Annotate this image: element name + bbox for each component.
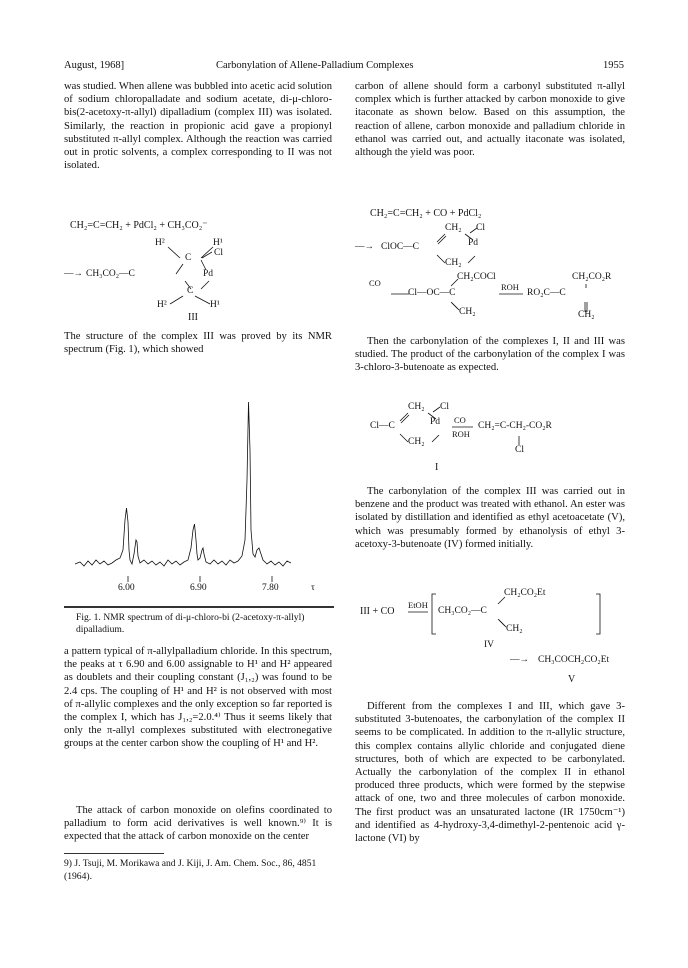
left-paragraph-4: The attack of carbon monoxide on olefins coordinated to palladium to form acid derivatives is well known.⁹⁾ It is expected that the attack of carbon monoxide on the center: [64, 805, 332, 843]
right-paragraph-1: carbon of allene should form a carbonyl substituted π-allyl complex which is further attacked by carbon monoxide to give itaconate as shown below. Based on this assumption, the reaction of allene, carbon monoxide and palladium chloride in ethanol was carried out, and actually itaconate was isolated, although the yield was poor.: [355, 81, 625, 159]
structure-complex-III: H² H¹ C Cl —→ CH₃CO₂—C Pd C H² H¹: [60, 238, 320, 318]
scheme-itaconate: CO Cl—OC—C CH₂COCl CH₂ ROH RO₂C—C CH₂CO₂R CH₂: [365, 272, 635, 322]
page-number: 1955: [603, 60, 624, 71]
nmr-spectrum: [70, 390, 330, 590]
right-paragraph-4: Different from the complexes I and III, which gave 3-substituted 3-butenoates, the carbonylation of the complex II seems to be complicated. In addition to the π-allylic structure, this complex contains allylic chloride and conjugated diene structures, both of which are expected to be carbonylated. Actually the carbonylation of the complex II in ethanol produced three products, which were formed by the stepwise attack of one, two and three molecules of carbon monoxide. The first product was an unsaturated lactone (IR 1750cm⁻¹) and identified as 4-hydroxy-3,4-dimethyl-2-pentenoic acid γ-lactone (VI) by: [355, 701, 625, 845]
footnote: 9) J. Tsuji, M. Morikawa and J. Kiji, J. Am. Chem. Soc., 86, 4851 (1964).: [64, 858, 317, 882]
right-paragraph-2: Then the carbonylation of the complexes I, II and III was studied. The product of the carbonylation of the complex I was 3-chloro-3-butenoate as expected.: [355, 336, 625, 374]
left-paragraph-3: a pattern typical of π-allylpalladium chloride. In this spectrum, the peaks at τ 6.90 and 6.00 assignable to H¹ and H² appeared as doublets and their coupling constant (J₁,₂) was found to be 2.4 cps. The coupling of H¹ and H² is not observed with most of π-allylic complexes and the only exception so far reported is the complex I, which has J₁,₂=2.0.⁴⁾ Thus it seems likely that only the π-allyl complexes substituted with electronegative groups at the center carbon show the coupling of H¹ and H².: [64, 646, 332, 750]
scheme-ethanolysis: III + CO EtOH CH₃CO₂—C CH₂CO₂Et CH₂ IV —→ CH₃COCH₂CO₂Et: [358, 588, 628, 678]
running-header-date: August, 1968]: [64, 60, 125, 71]
running-header-title: Carbonylation of Allene-Palladium Complexes: [216, 60, 414, 71]
left-paragraph-1: was studied. When allene was bubbled into acetic acid solution of sodium chloropalladate and sodium acetate, di-μ-chloro-bis(2-acetoxy-π-allyl) dipalladium (complex III) was isolated. Similarly, the reaction in propionic acid gave a propionyl substituted π-allyl complex. Although the reaction was carried out in protic solvents, a complex corresponding to II was not isolated.: [64, 81, 332, 172]
scheme-acyl-complex: CH₂ Cl —→ ClOC—C Pd CH₂: [355, 226, 625, 270]
spectrum-trace: [75, 402, 291, 566]
scheme-complex-I: Cl—C CH₂ Cl Pd CH₂ CO ROH CH₂=C-CH₂-CO₂R Cl: [370, 405, 640, 475]
right-paragraph-3: The carbonylation of the complex III was carried out in benzene and the product was treated with ethanol. An ester was isolated by distillation and identified as ethyl acetoacetate (V), which was presumably formed by ethanolysis of ethyl 3-acetoxy-3-butenoate (IV) formed initially.: [355, 486, 625, 550]
figure-caption: Fig. 1. NMR spectrum of di-μ-chloro-bi (2-acetoxy-π-allyl) dipalladium.: [76, 612, 305, 635]
left-paragraph-2: The structure of the complex III was proved by its NMR spectrum (Fig. 1), which showed: [64, 331, 332, 356]
footnote-rule: [64, 853, 164, 854]
figure-rule: [64, 606, 334, 608]
